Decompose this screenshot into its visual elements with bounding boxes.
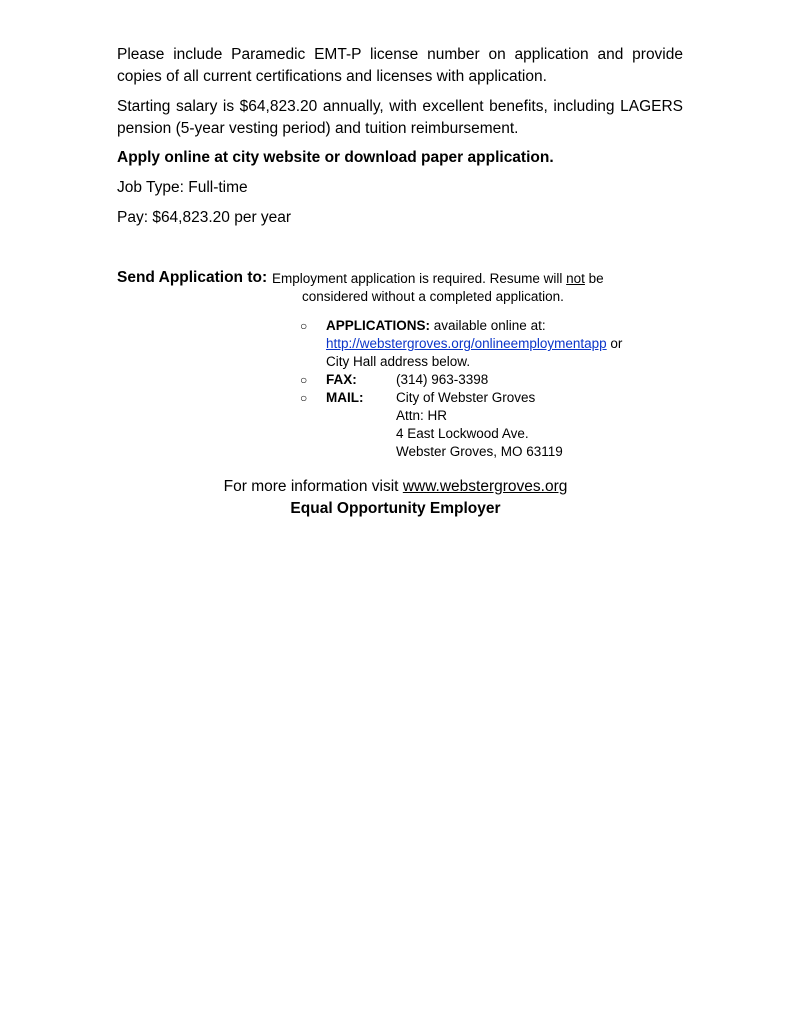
fax-number: (314) 963-3398: [396, 372, 489, 387]
send-application-heading: Send Application to:: [117, 269, 268, 286]
list-item-applications: [300, 317, 700, 371]
more-info-text: For more information visit: [223, 478, 403, 495]
mail-line-1: City of Webster Groves: [396, 390, 536, 405]
salary-paragraph: Starting salary is $64,823.20 annually, with excellent benefits, including LAGERS pension (5-year vesting period) and tuition reimbursement.: [117, 98, 683, 137]
apply-online-heading: Apply online at city website or download paper application.: [117, 149, 554, 166]
circle-bullet-icon: ○: [300, 373, 308, 387]
send-application-note: [272, 270, 672, 306]
note-text-part2: be: [584, 271, 604, 286]
mail-line-2: Attn: HR: [396, 408, 448, 423]
list-item-fax: [300, 371, 700, 389]
mail-line-3: 4 East Lockwood Ave.: [396, 426, 529, 441]
online-application-link[interactable]: http://webstergroves.org/onlineemploymentapp: [326, 336, 607, 351]
note-not-emphasis: not: [566, 271, 585, 286]
list-item-mail: [300, 389, 700, 461]
job-type-text: Job Type: Full-time: [117, 179, 248, 196]
mail-line-4: Webster Groves, MO 63119: [396, 444, 563, 459]
equal-opportunity-employer: Equal Opportunity Employer: [290, 500, 501, 517]
application-methods-list: [300, 317, 700, 461]
more-info-line: [0, 476, 791, 498]
applications-or-text: or: [606, 336, 623, 351]
license-paragraph: Please include Paramedic EMT-P license number on application and provide copies of all current certifications and licenses with application.: [117, 46, 683, 85]
pay-text: Pay: $64,823.20 per year: [117, 209, 292, 226]
circle-bullet-icon: ○: [300, 319, 308, 333]
applications-label: APPLICATIONS:: [326, 318, 430, 333]
note-text-part1: Employment application is required. Resume will: [272, 271, 567, 286]
website-link[interactable]: www.webstergroves.org: [402, 478, 568, 495]
note-text-line2: considered without a completed application.: [302, 289, 564, 304]
circle-bullet-icon: ○: [300, 391, 308, 405]
applications-text: available online at:: [430, 318, 546, 333]
mail-label: MAIL:: [326, 390, 364, 405]
fax-label: FAX:: [326, 372, 357, 387]
applications-city-hall-text: City Hall address below.: [326, 354, 471, 369]
